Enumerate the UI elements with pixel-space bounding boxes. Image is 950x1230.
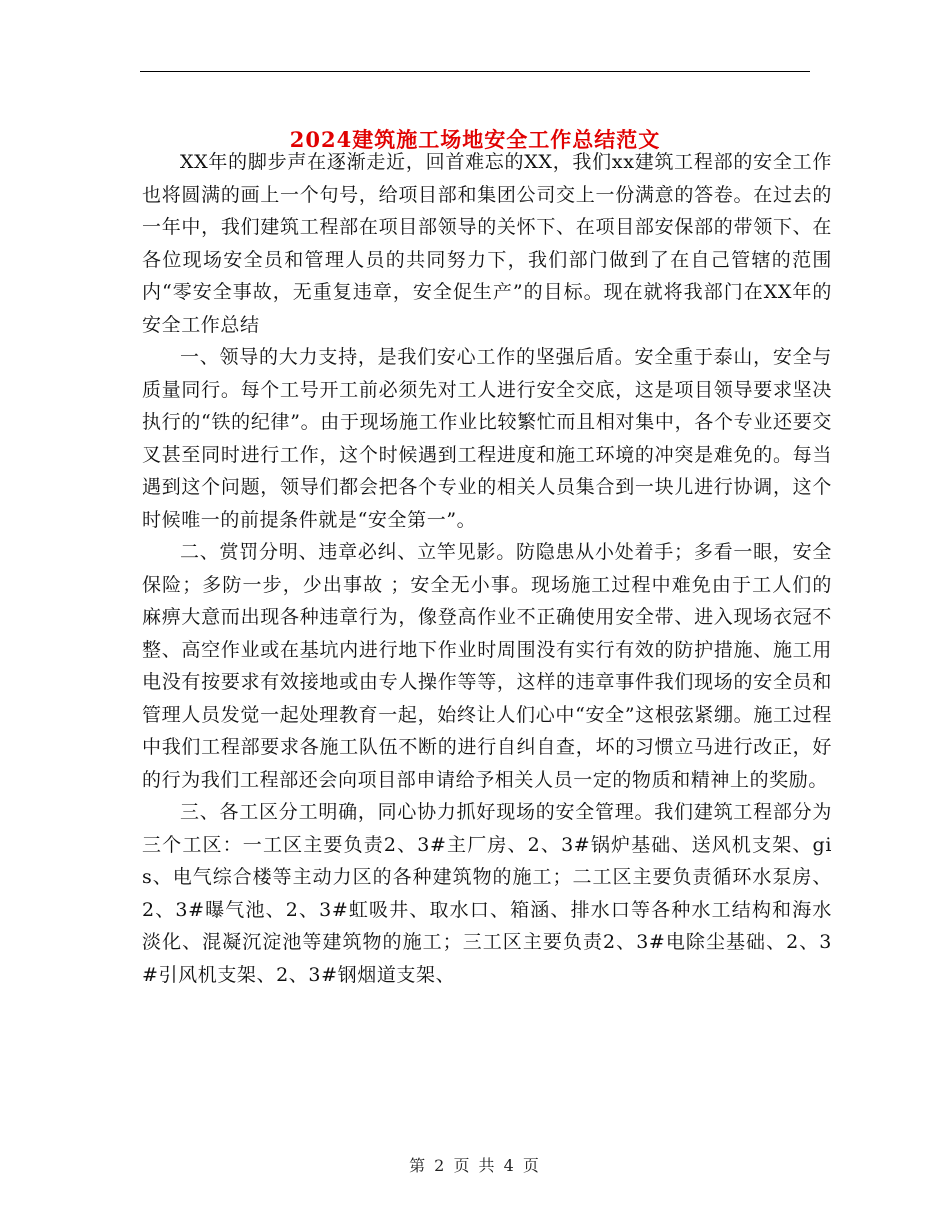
document-body bbox=[142, 146, 832, 991]
document-title: 2024建筑施工场地安全工作总结范文 bbox=[289, 127, 661, 153]
paragraph-section-2: 二、赏罚分明、违章必纠、立竿见影。防隐患从小处着手；多看一眼，安全保险；多防一步，少出事故 ；安全无小事。现场施工过程中难免由于工人们的麻痹大意而出现各种违章行为，像登高作业不正确使用安全带、进入现场衣冠不整、高空作业或在基坑内进行地下作业时周围没有实行有效的防护措施、施工用电没有按要求有效接地或由专人操作等等，这样的违章事件我们现场的安全员和管理人员发觉一起处理教育一起，始终让人们心中“安全”这根弦紧绷。施工过程中我们工程部要求各施工队伍不断的进行自纠自查，坏的习惯立马进行改正，好的行为我们工程部还会向项目部申请给予相关人员一定的物质和精神上的奖励。 bbox=[142, 541, 832, 791]
header-rule bbox=[140, 71, 810, 72]
page-number-footer: 第 2 页 共 4 页 bbox=[409, 1156, 541, 1175]
paragraph-section-1: 一、领导的大力支持，是我们安心工作的坚强后盾。安全重于泰山，安全与质量同行。每个工号开工前必须先对工人进行安全交底，这是项目领导要求坚决执行的“铁的纪律”。由于现场施工作业比较繁忙而且相对集中，各个专业还要交叉甚至同时进行工作，这个时候遇到工程进度和施工环境的冲突是难免的。每当遇到这个问题，领导们都会把各个专业的相关人员集合到一块儿进行协调，这个时候唯一的前提条件就是“安全第一”。 bbox=[142, 346, 832, 531]
paragraph-intro: XX年的脚步声在逐渐走近，回首难忘的XX，我们xx建筑工程部的安全工作也将圆满的画上一个句号，给项目部和集团公司交上一份满意的答卷。在过去的一年中，我们建筑工程部在项目部领导的关怀下、在项目部安保部的带领下、在各位现场安全员和管理人员的共同努力下，我们部门做到了在自己管辖的范围内“零安全事故，无重复违章，安全促生产”的目标。现在就将我部门在XX年的安全工作总结 bbox=[142, 151, 832, 336]
paragraph-section-3: 三、各工区分工明确，同心协力抓好现场的安全管理。我们建筑工程部分为三个工区：一工区主要负责2、3#主厂房、2、3#锅炉基础、送风机支架、gis、电气综合楼等主动力区的各种建筑物的施工；二工区主要负责循环水泵房、2、3#曝气池、2、3#虹吸井、取水口、箱涵、排水口等各种水工结构和海水淡化、混凝沉淀池等建筑物的施工；三工区主要负责2、3#电除尘基础、2、3#引风机支架、2、3#钢烟道支架、 bbox=[142, 801, 832, 986]
